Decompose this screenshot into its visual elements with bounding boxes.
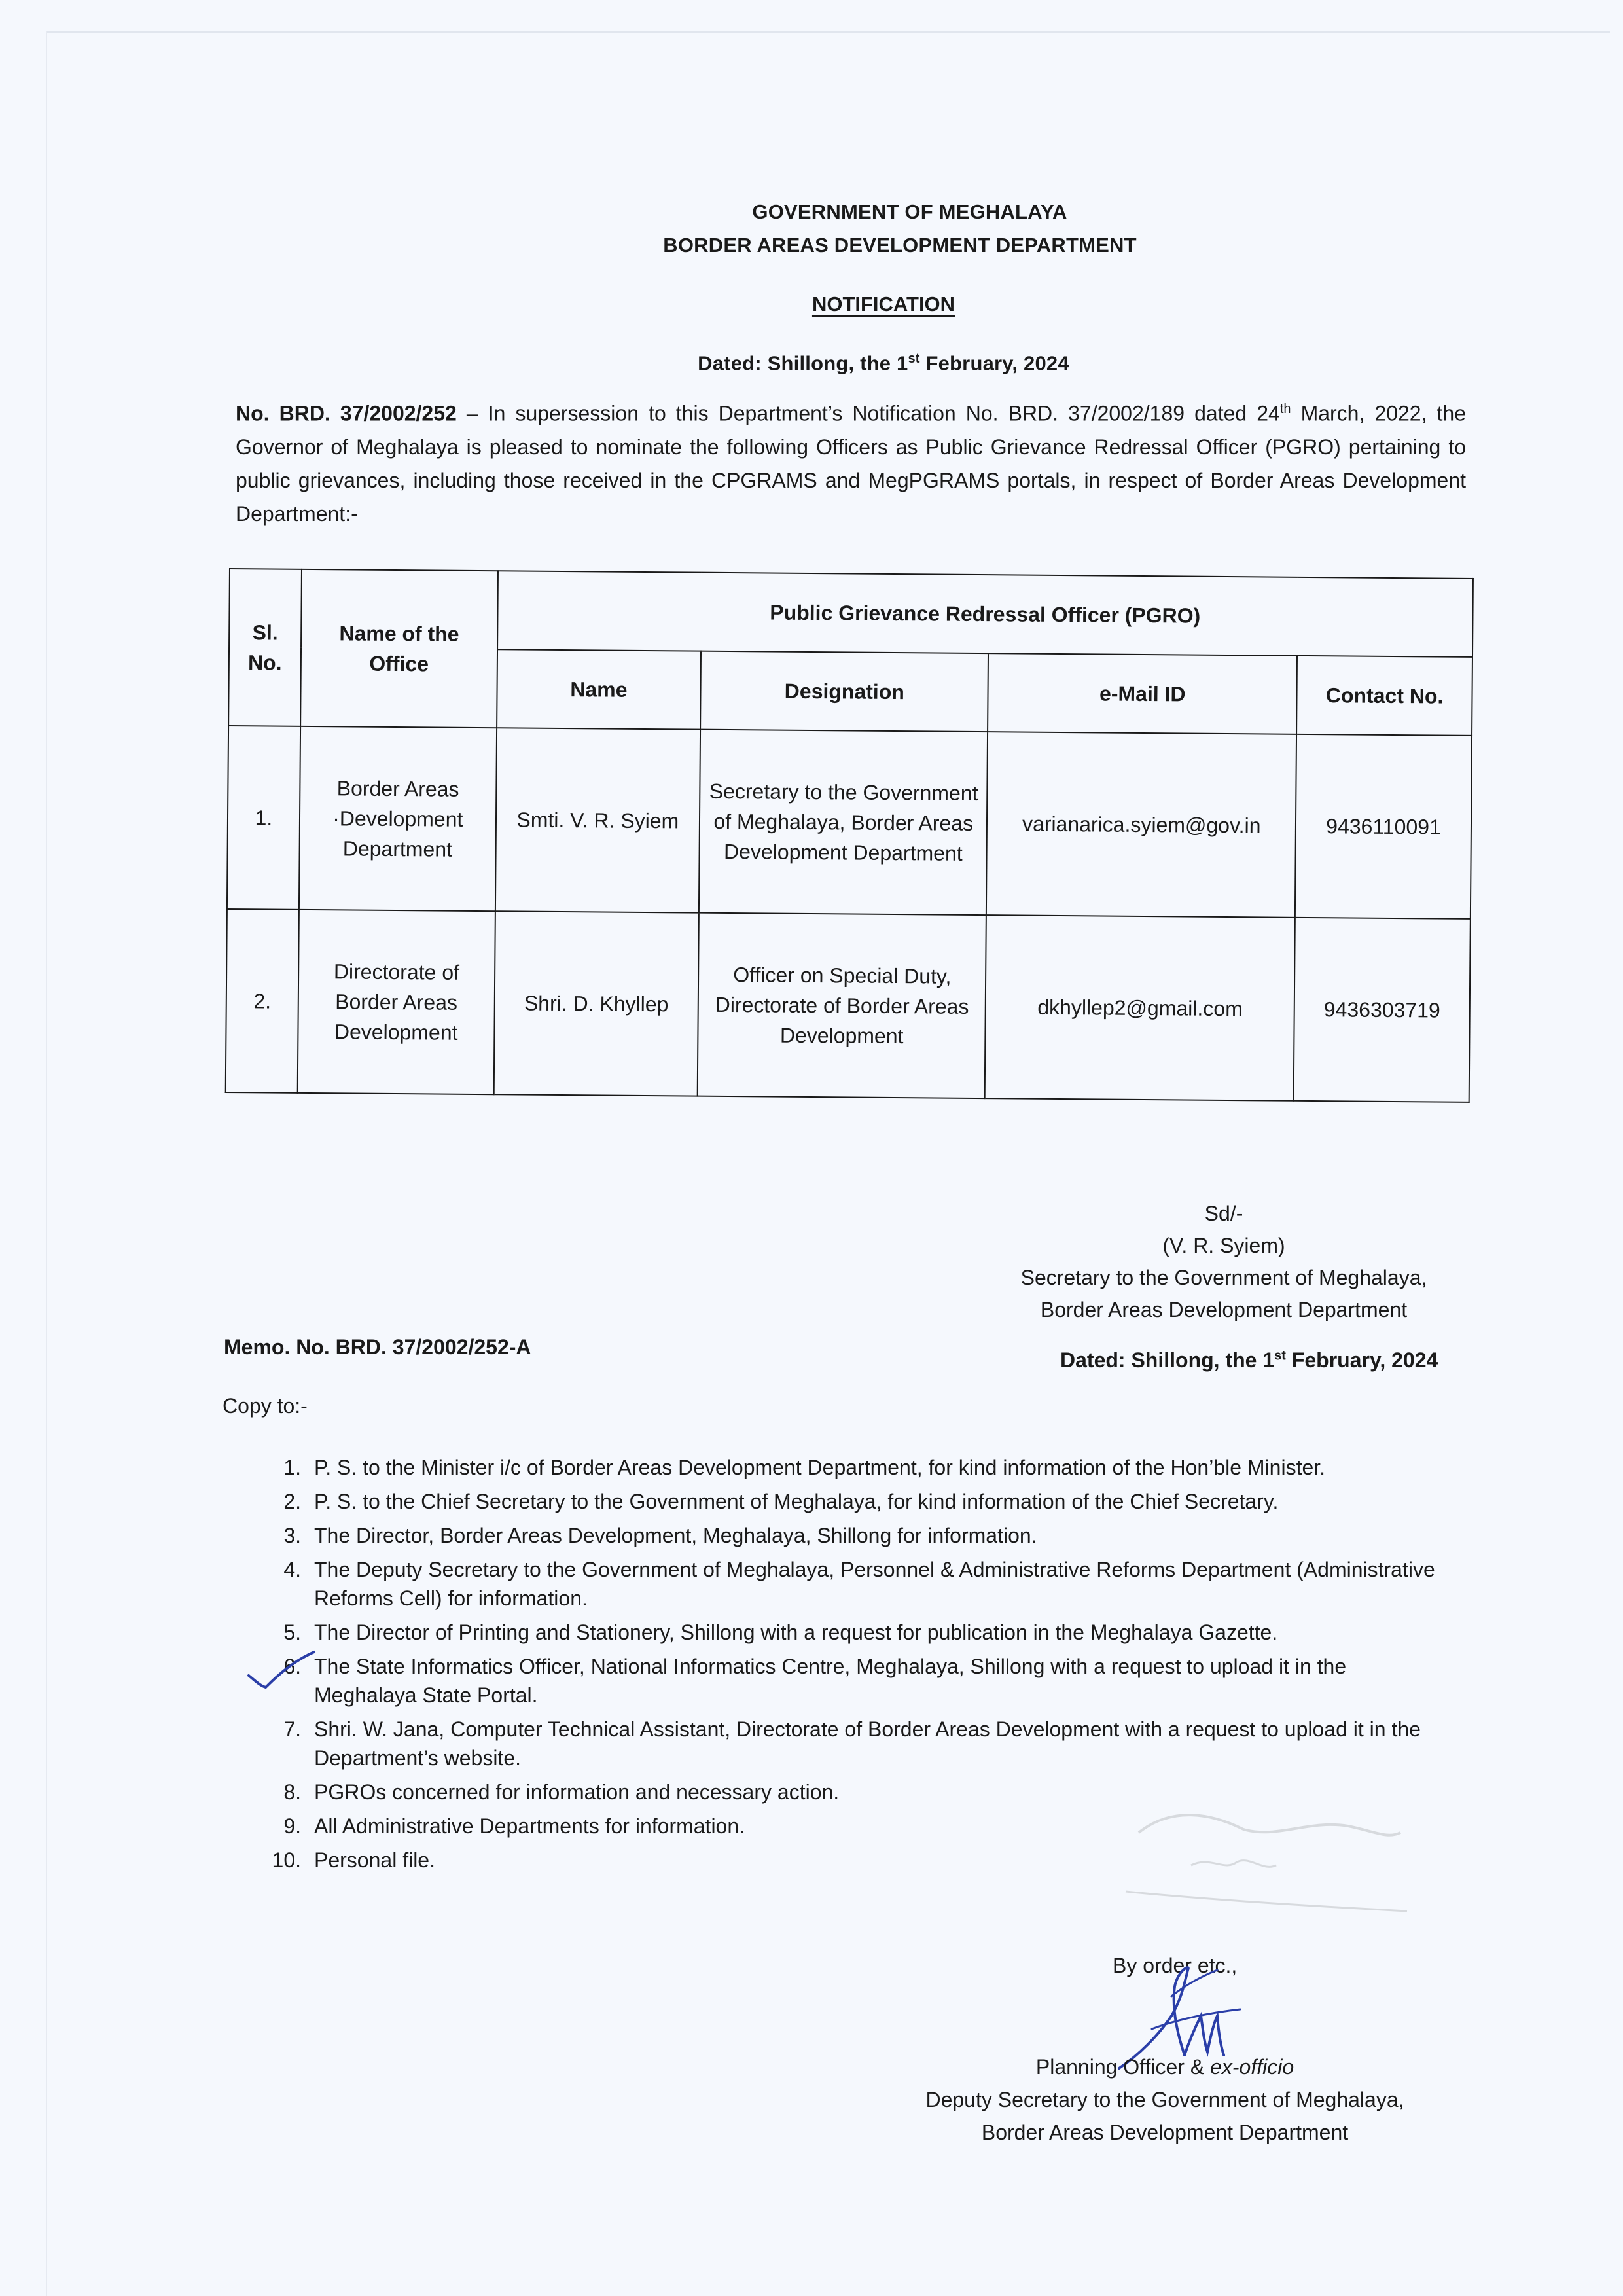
list-item-number: 8.	[283, 1780, 301, 1804]
list-item	[262, 1487, 1453, 1516]
list-item	[262, 1618, 1453, 1647]
list-item-number: 10.	[272, 1848, 301, 1872]
list-item-number: 7.	[283, 1717, 301, 1741]
notification-date	[0, 351, 1623, 375]
header-sl-no: Sl. No.	[228, 569, 302, 726]
cell-contact: 9436110091	[1295, 734, 1472, 919]
date-superscript: st	[908, 351, 920, 366]
pgro-table	[225, 568, 1474, 1103]
list-item-number: 9.	[283, 1814, 301, 1838]
header-email: e-Mail ID	[988, 653, 1298, 734]
cell-name: Shri. D. Khyllep	[493, 911, 699, 1096]
header-office: Name of the Office	[300, 569, 498, 728]
government-heading: GOVERNMENT OF MEGHALAYA	[752, 200, 1067, 223]
signatory-title-1: Secretary to the Government of Meghalaya,	[1020, 1266, 1427, 1289]
table-header-row	[229, 569, 1473, 657]
list-item-text: PGROs concerned for information and necessary action.	[314, 1780, 840, 1804]
list-item-text: All Administrative Departments for information.	[314, 1814, 745, 1838]
memo-date-suffix: February, 2024	[1285, 1348, 1438, 1372]
list-item-text: The Director of Printing and Stationery, Shillong with a request for publication in the Meghalaya Gazette.	[314, 1621, 1278, 1644]
closing-title-3: Border Areas Development Department	[981, 2121, 1349, 2144]
table-row	[227, 726, 1472, 919]
date-suffix: February, 2024	[919, 351, 1069, 375]
header-name: Name	[497, 649, 701, 729]
by-order-text: By order etc.,	[1113, 1954, 1238, 1977]
pen-tick-mark	[246, 1649, 318, 1695]
cell-name: Smti. V. R. Syiem	[495, 728, 701, 912]
header-designation: Designation	[700, 651, 988, 732]
cell-sl: 1.	[227, 726, 300, 910]
memo-date	[1060, 1348, 1438, 1372]
list-item-text: The State Informatics Officer, National Informatics Centre, Meghalaya, Shillong with a request to upload it in the Meghalaya State Portal.	[314, 1655, 1347, 1707]
memo-date-prefix: Dated: Shillong, the 1	[1060, 1348, 1275, 1372]
reference-number: No. BRD. 37/2002/252	[236, 401, 457, 425]
header-contact: Contact No.	[1296, 656, 1472, 736]
list-item-text: Personal file.	[314, 1848, 435, 1872]
signature-sd: Sd/-	[1204, 1202, 1243, 1225]
list-item-number: 4.	[283, 1558, 301, 1581]
department-heading: BORDER AREAS DEVELOPMENT DEPARTMENT	[663, 234, 1137, 257]
copy-to-label: Copy to:-	[223, 1394, 308, 1418]
notification-title: NOTIFICATION	[812, 293, 955, 315]
faint-show-through-marks	[1113, 1793, 1414, 1931]
closing-title-regular: Planning Officer &	[1035, 2055, 1211, 2079]
list-item-text: P. S. to the Chief Secretary to the Government of Meghalaya, for kind information of the Chief Secretary.	[314, 1490, 1279, 1513]
closing-signature-block	[870, 2051, 1459, 2149]
scan-edge-top	[46, 31, 1610, 33]
list-item-number: 3.	[283, 1524, 301, 1547]
list-item	[262, 1521, 1453, 1550]
cell-email: dkhyllep2@gmail.com	[985, 915, 1295, 1101]
list-item-number: 1.	[283, 1456, 301, 1479]
signatory-name: (V. R. Syiem)	[1162, 1234, 1285, 1257]
notification-paragraph	[236, 393, 1466, 531]
table-row	[226, 909, 1471, 1102]
cell-sl: 2.	[226, 909, 299, 1093]
closing-title-2: Deputy Secretary to the Government of Meghalaya,	[925, 2088, 1404, 2111]
paragraph-superscript: th	[1279, 402, 1291, 416]
list-item-text: P. S. to the Minister i/c of Border Areas Development Department, for kind information of the Hon’ble Minister.	[314, 1456, 1326, 1479]
paragraph-text-b: March, 2022, the Governor of Meghalaya is pleased to nominate the following Officers as Public Grievance Redressal Officer (PGRO) pertaining to public grievances, including those received in the CPGRAMS and MegPGRAMS portals, in respect of Border Areas Development Department:-	[236, 401, 1467, 526]
closing-title-italic: ex-officio	[1210, 2055, 1294, 2079]
list-item-text: The Director, Border Areas Development, Meghalaya, Shillong for information.	[314, 1524, 1037, 1547]
cell-designation: Secretary to the Government of Meghalaya, Border Areas Development Department	[699, 730, 988, 915]
list-item	[262, 1453, 1453, 1482]
cell-designation: Officer on Special Duty, Directorate of Border Areas Development	[698, 913, 987, 1098]
date-prefix: Dated: Shillong, the 1	[698, 351, 908, 375]
cell-office: Directorate of Border Areas Development	[298, 910, 495, 1094]
cell-contact: 9436303719	[1294, 918, 1471, 1102]
list-item-number: 6.	[283, 1655, 301, 1678]
memo-date-superscript: st	[1274, 1348, 1286, 1363]
signature-block	[995, 1198, 1453, 1326]
paragraph-text-a: – In supersession to this Department’s Notification No. BRD. 37/2002/189 dated 24	[456, 401, 1280, 425]
list-item	[262, 1715, 1453, 1772]
header-pgro-group: Public Grievance Redressal Officer (PGRO)	[497, 571, 1473, 657]
list-item-text: The Deputy Secretary to the Government of Meghalaya, Personnel & Administrative Reforms Department (Administrative Reforms Cell) for information.	[314, 1558, 1435, 1610]
memo-number: Memo. No. BRD. 37/2002/252-A	[224, 1335, 531, 1359]
list-item	[262, 1555, 1453, 1613]
list-item-text: Shri. W. Jana, Computer Technical Assistant, Directorate of Border Areas Development with a request to upload it in the Department’s website.	[314, 1717, 1421, 1770]
list-item	[262, 1652, 1453, 1710]
signatory-title-2: Border Areas Development Department	[1040, 1298, 1408, 1321]
cell-email: varianarica.syiem@gov.in	[986, 732, 1296, 918]
cell-office: Border Areas ·Development Department	[299, 726, 497, 911]
list-item-number: 5.	[283, 1621, 301, 1644]
list-item-number: 2.	[283, 1490, 301, 1513]
closing-title-1	[870, 2051, 1459, 2083]
